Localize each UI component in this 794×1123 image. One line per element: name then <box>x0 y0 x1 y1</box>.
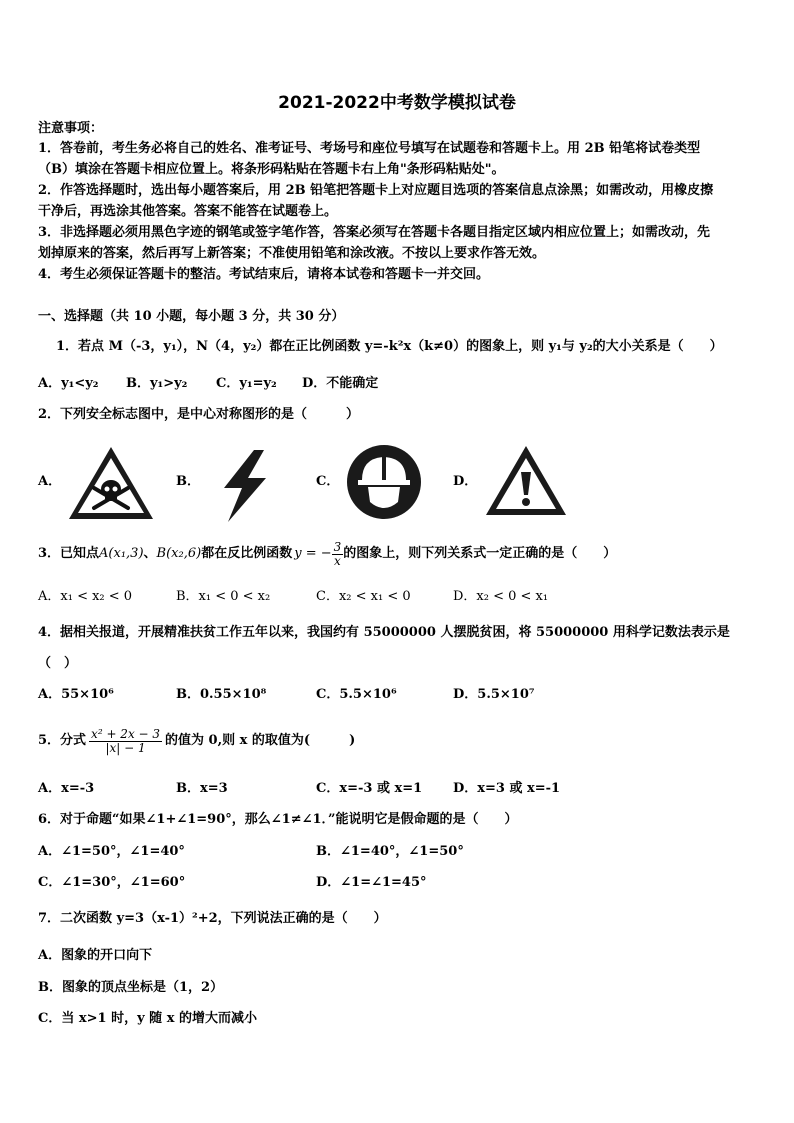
q2-label-a: A． <box>38 474 62 489</box>
q3-stem-pre: 3．已知点 <box>38 546 100 561</box>
q1-option-c: C．y₁=y₂ <box>216 376 277 391</box>
q5-fraction <box>89 728 162 755</box>
q6-option-d: D．∠1=∠1=45° <box>316 875 427 890</box>
page-title: 2021-2022中考数学模拟试卷 <box>278 93 516 113</box>
q1-option-b: B．y₁>y₂ <box>126 376 188 391</box>
q4-option-d: D．5.5×10⁷ <box>453 687 535 702</box>
q3-stem-post: 的图象上，则下列关系式一定正确的是（ ） <box>343 546 617 561</box>
q6-option-c: C．∠1=30°，∠1=60° <box>38 875 186 890</box>
q7-option-b: B．图象的顶点坐标是（1，2） <box>38 980 224 995</box>
q3-function-fraction <box>332 541 344 568</box>
q2-label-b: B． <box>176 474 200 489</box>
question-7-stem: 7．二次函数 y=3（x-1）²+2，下列说法正确的是（ ） <box>38 911 387 926</box>
q2-label-d: D． <box>453 474 478 489</box>
q3-func-denominator: x <box>334 553 341 568</box>
q3-function-lhs: y = − <box>294 546 332 561</box>
question-3-stem <box>38 538 616 570</box>
exclamation-warning-icon <box>484 444 568 518</box>
q3-stem-mid: 都在反比例函数 <box>201 546 293 561</box>
q5-stem-post: 的值为 0,则 x 的取值为( ) <box>165 733 356 748</box>
lightning-icon <box>216 448 272 524</box>
helmet-icon <box>346 444 422 520</box>
q4-option-a: A．55×10⁶ <box>38 687 114 702</box>
q6-option-b: B．∠1=40°，∠1=50° <box>316 844 464 859</box>
q3-option-d: D．x₂ < 0 < x₁ <box>453 589 549 604</box>
notice-line: 4．考生必须保证答题卡的整洁。考试结束后，请将本试卷和答题卡一并交回。 <box>38 267 490 282</box>
q3-option-c: C．x₂ < x₁ < 0 <box>316 589 411 604</box>
notice-line: （B）填涂在答题卡相应位置上。将条形码粘贴在答题卡右上角"条形码粘贴处"。 <box>38 162 505 177</box>
question-6-stem: 6．对于命题“如果∠1+∠1=90°，那么∠1≠∠1．”能说明它是假命题的是（ ） <box>38 812 518 827</box>
q5-option-d: D．x=3 或 x=-1 <box>453 781 561 796</box>
q5-option-b: B．x=3 <box>176 781 228 796</box>
q2-label-c: C． <box>316 474 340 489</box>
question-2-stem: 2．下列安全标志图中，是中心对称图形的是（ ） <box>38 407 360 422</box>
q3-point-a: A(x₁,3) <box>99 546 144 561</box>
notice-line: 1．答卷前，考生务必将自己的姓名、准考证号、考场号和座位号填写在试题卷和答题卡上。用 2B 铅笔将试卷类型 <box>38 141 701 156</box>
q1-option-d: D．不能确定 <box>302 376 379 391</box>
section-heading: 一、选择题（共 10 小题，每小题 3 分，共 30 分） <box>38 309 345 324</box>
question-4-stem-cont: （ ） <box>38 656 78 671</box>
q5-numerator: x² + 2x − 3 <box>91 726 161 741</box>
notice-line: 划掉原来的答案，然后再写上新答案；不准使用铅笔和涂改液。不按以上要求作答无效。 <box>38 246 546 261</box>
q7-option-a: A．图象的开口向下 <box>38 948 153 963</box>
q6-option-a: A．∠1=50°，∠1=40° <box>38 844 185 859</box>
q4-option-b: B．0.55×10⁸ <box>176 687 267 702</box>
notice-line: 2．作答选择题时，选出每小题答案后，用 2B 铅笔把答题卡上对应题目选项的答案信息点涂黑；如需改动，用橡皮擦 <box>38 183 714 198</box>
q5-denominator: |x| − 1 <box>105 740 146 755</box>
question-5-stem <box>38 722 355 760</box>
q5-option-a: A．x=-3 <box>38 781 95 796</box>
q3-point-b: B(x₂,6) <box>156 546 202 561</box>
question-4-stem: 4．据相关报道，开展精准扶贫工作五年以来，我国约有 55000000 人摆脱贫困，将 55000000 用科学记数法表示是 <box>38 625 730 640</box>
q7-option-c: C．当 x>1 时，y 随 x 的增大而减小 <box>38 1011 257 1026</box>
skull-warning-icon <box>66 444 156 522</box>
q4-option-c: C．5.5×10⁶ <box>316 687 397 702</box>
notice-heading: 注意事项： <box>38 121 104 136</box>
q3-option-b: B．x₁ < 0 < x₂ <box>176 589 271 604</box>
q5-stem-pre: 5．分式 <box>38 733 87 748</box>
q1-option-a: A．y₁<y₂ <box>38 376 99 391</box>
q3-sep: 、 <box>143 546 157 561</box>
notice-line: 干净后，再选涂其他答案。答案不能答在试题卷上。 <box>38 204 338 219</box>
q3-func-numerator: 3 <box>333 539 342 554</box>
q5-option-c: C．x=-3 或 x=1 <box>316 781 423 796</box>
question-1-stem: 1．若点 M（-3，y₁），N（4，y₂）都在正比例函数 y=-k²x（k≠0）的图象上，则 y₁与 y₂的大小关系是（ ） <box>56 339 723 354</box>
q3-option-a: A．x₁ < x₂ < 0 <box>38 589 133 604</box>
notice-line: 3．非选择题必须用黑色字迹的钢笔或签字笔作答，答案必须写在答题卡各题目指定区域内相应位置上；如需改动，先 <box>38 225 711 240</box>
